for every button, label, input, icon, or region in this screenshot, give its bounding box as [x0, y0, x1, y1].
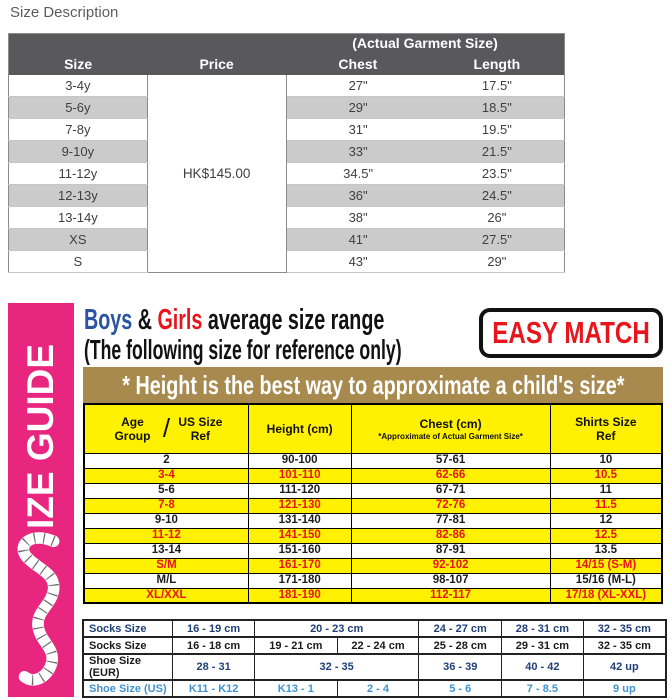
garment-size-table — [8, 33, 565, 273]
footwear-value-cell: 32 - 35 — [254, 654, 418, 680]
age-group-cell: 13-14 — [84, 543, 248, 558]
height-cell: 121-130 — [248, 498, 351, 513]
footwear-value-cell: 42 up — [583, 654, 666, 680]
footwear-value-cell: 20 - 23 cm — [254, 620, 418, 637]
age-group-cell: XL/XXL — [84, 588, 248, 603]
chest-cell: 33" — [286, 141, 430, 163]
shirts-size-cell: 11 — [550, 483, 662, 498]
footwear-row — [83, 620, 666, 637]
chest-cm-header: Chest (cm) — [419, 416, 482, 431]
age-group-cell: 5-6 — [84, 483, 248, 498]
boys-label: Boys — [84, 304, 133, 336]
size-cell: 7-8y — [9, 119, 148, 141]
guide-row — [84, 588, 662, 603]
guide-row — [84, 558, 662, 573]
garment-table-body — [9, 75, 565, 273]
chest-cell: 82-86 — [351, 528, 550, 543]
footwear-value-cell: 36 - 39 — [419, 654, 502, 680]
chest-cell: 77-81 — [351, 513, 550, 528]
guide-row — [84, 468, 662, 483]
size-guide-vertical-banner — [8, 303, 74, 697]
footwear-label-cell: Shoe Size (EUR) — [83, 654, 173, 680]
height-tip-text: * Height is the best way to approximate a child's size* — [121, 370, 625, 400]
size-guide-table — [83, 403, 663, 604]
size-cell: 3-4y — [9, 75, 148, 97]
garment-row — [9, 141, 565, 163]
col-header-price: Price — [147, 53, 286, 75]
chest-cell: 72-76 — [351, 498, 550, 513]
shirts-size-cell: 15/16 (M-L) — [550, 573, 662, 588]
footwear-value-cell: 24 - 27 cm — [419, 620, 502, 637]
footwear-value-cell: 28 - 31 cm — [502, 620, 584, 637]
guide-row — [84, 498, 662, 513]
footwear-row — [83, 654, 666, 680]
chest-cell: 34.5" — [286, 163, 430, 185]
chest-cell: 62-66 — [351, 468, 550, 483]
footwear-value-cell: 28 - 31 — [173, 654, 255, 680]
size-cell: 12-13y — [9, 185, 148, 207]
footwear-value-cell: 19 - 21 cm — [254, 637, 337, 654]
length-cell: 17.5" — [430, 75, 565, 97]
size-cell: 9-10y — [9, 141, 148, 163]
size-cell: S — [9, 251, 148, 273]
page-title: Size Description — [10, 4, 119, 21]
length-cell: 24.5" — [430, 185, 565, 207]
easy-match-badge — [479, 308, 663, 358]
garment-row — [9, 119, 565, 141]
shirts-size-cell: 14/15 (S-M) — [550, 558, 662, 573]
footwear-value-cell: 7 - 8.5 — [502, 680, 584, 697]
chest-cell: 57-61 — [351, 453, 550, 468]
age-group-cell: 2 — [84, 453, 248, 468]
chest-cell: 92-102 — [351, 558, 550, 573]
price-cell: HK$145.00 — [147, 75, 286, 273]
guide-header-row — [84, 404, 662, 453]
chest-approx-note: *Approximate of Actual Garment Size* — [378, 431, 523, 441]
footwear-value-cell: 25 - 28 cm — [419, 637, 502, 654]
chest-cell: 67-71 — [351, 483, 550, 498]
footwear-label-cell: Socks Size — [83, 637, 173, 654]
garment-row — [9, 185, 565, 207]
chest-cell: 43" — [286, 251, 430, 273]
shirts-size-cell: 10 — [550, 453, 662, 468]
footwear-value-cell: 16 - 18 cm — [173, 637, 255, 654]
height-cell: 131-140 — [248, 513, 351, 528]
length-cell: 23.5" — [430, 163, 565, 185]
us-size-ref-header: US Size Ref — [178, 414, 223, 443]
age-group-header: Age Group — [114, 414, 151, 443]
size-cell: 11-12y — [9, 163, 148, 185]
height-cell: 101-110 — [248, 468, 351, 483]
footwear-value-cell: 9 up — [583, 680, 666, 697]
chest-cell: 112-117 — [351, 588, 550, 603]
easy-match-label: EASY MATCH — [492, 315, 650, 350]
footwear-value-cell: 40 - 42 — [502, 654, 584, 680]
garment-column-header-row — [9, 53, 565, 75]
footwear-value-cell: 29 - 31 cm — [502, 637, 584, 654]
chest-cell: 87-91 — [351, 543, 550, 558]
garment-row — [9, 251, 565, 273]
age-group-cell: 3-4 — [84, 468, 248, 483]
guide-row — [84, 573, 662, 588]
height-cell: 141-150 — [248, 528, 351, 543]
height-cell: 181-190 — [248, 588, 351, 603]
headline-rest: average size range — [207, 304, 385, 336]
length-cell: 26" — [430, 207, 565, 229]
footwear-value-cell: 5 - 6 — [419, 680, 502, 697]
footwear-value-cell: K11 - K12 — [173, 680, 255, 697]
length-cell: 19.5" — [430, 119, 565, 141]
chest-cell: 98-107 — [351, 573, 550, 588]
footwear-value-cell: 32 - 35 cm — [583, 620, 666, 637]
guide-col-shirts — [550, 404, 662, 453]
guide-col-height: Height (cm) — [248, 404, 351, 453]
col-header-size: Size — [9, 53, 148, 75]
chest-cell: 31" — [286, 119, 430, 141]
shirts-size-cell: 11.5 — [550, 498, 662, 513]
shirts-size-cell: 17/18 (XL-XXL) — [550, 588, 662, 603]
garment-header-spacer — [9, 34, 287, 53]
height-cell: 171-180 — [248, 573, 351, 588]
footwear-value-cell: 2 - 4 — [337, 680, 419, 697]
col-header-chest: Chest — [286, 53, 430, 75]
garment-group-header-row — [9, 34, 565, 53]
guide-col-age-us — [84, 404, 248, 453]
height-cell: 151-160 — [248, 543, 351, 558]
guide-row — [84, 543, 662, 558]
age-group-cell: M/L — [84, 573, 248, 588]
height-cell: 161-170 — [248, 558, 351, 573]
size-cell: 5-6y — [9, 97, 148, 119]
length-cell: 29" — [430, 251, 565, 273]
footwear-row — [83, 637, 666, 654]
reference-only-note: (The following size for reference only) — [84, 334, 402, 365]
age-group-cell: 11-12 — [84, 528, 248, 543]
shirts-size-ref-header: Shirts Size Ref — [575, 414, 637, 443]
girls-label: Girls — [157, 304, 203, 336]
age-group-cell: 9-10 — [84, 513, 248, 528]
height-cell: 111-120 — [248, 483, 351, 498]
footwear-size-table — [82, 619, 667, 698]
chest-cell: 41" — [286, 229, 430, 251]
chest-cell: 36" — [286, 185, 430, 207]
garment-row — [9, 229, 565, 251]
guide-table-body — [84, 453, 662, 603]
size-range-headline — [84, 305, 427, 335]
shirts-size-cell: 12.5 — [550, 528, 662, 543]
footwear-value-cell: 32 - 35 cm — [583, 637, 666, 654]
footwear-table-body — [83, 620, 666, 697]
size-cell: 13-14y — [9, 207, 148, 229]
size-cell: XS — [9, 229, 148, 251]
shirts-size-cell: 13.5 — [550, 543, 662, 558]
footwear-label-cell: Shoe Size (US) — [83, 680, 173, 697]
measuring-tape-icon — [11, 529, 71, 691]
guide-row — [84, 528, 662, 543]
footwear-label-cell: Socks Size — [83, 620, 173, 637]
guide-col-chest — [351, 404, 550, 453]
guide-row — [84, 483, 662, 498]
size-guide-vertical-label: IZE GUIDE — [20, 343, 61, 529]
chest-cell: 29" — [286, 97, 430, 119]
garment-row — [9, 207, 565, 229]
length-cell: 27.5" — [430, 229, 565, 251]
size-guide-section — [0, 303, 672, 700]
actual-garment-size-header: (Actual Garment Size) — [286, 34, 565, 53]
shirts-size-cell: 10.5 — [550, 468, 662, 483]
age-group-cell: 7-8 — [84, 498, 248, 513]
garment-row — [9, 75, 565, 97]
shirts-size-cell: 12 — [550, 513, 662, 528]
footwear-value-cell: 16 - 19 cm — [173, 620, 255, 637]
footwear-value-cell: 22 - 24 cm — [337, 637, 419, 654]
chest-cell: 38" — [286, 207, 430, 229]
height-cell: 90-100 — [248, 453, 351, 468]
chest-cell: 27" — [286, 75, 430, 97]
guide-row — [84, 513, 662, 528]
guide-row — [84, 453, 662, 468]
garment-row — [9, 97, 565, 119]
ampersand-label: & — [137, 304, 152, 336]
footwear-row — [83, 680, 666, 697]
age-group-cell: S/M — [84, 558, 248, 573]
length-cell: 18.5" — [430, 97, 565, 119]
length-cell: 21.5" — [430, 141, 565, 163]
height-tip-banner — [83, 367, 663, 403]
footwear-value-cell: K13 - 1 — [254, 680, 337, 697]
col-header-length: Length — [430, 53, 565, 75]
garment-row — [9, 163, 565, 185]
slash-divider: / — [162, 413, 171, 444]
